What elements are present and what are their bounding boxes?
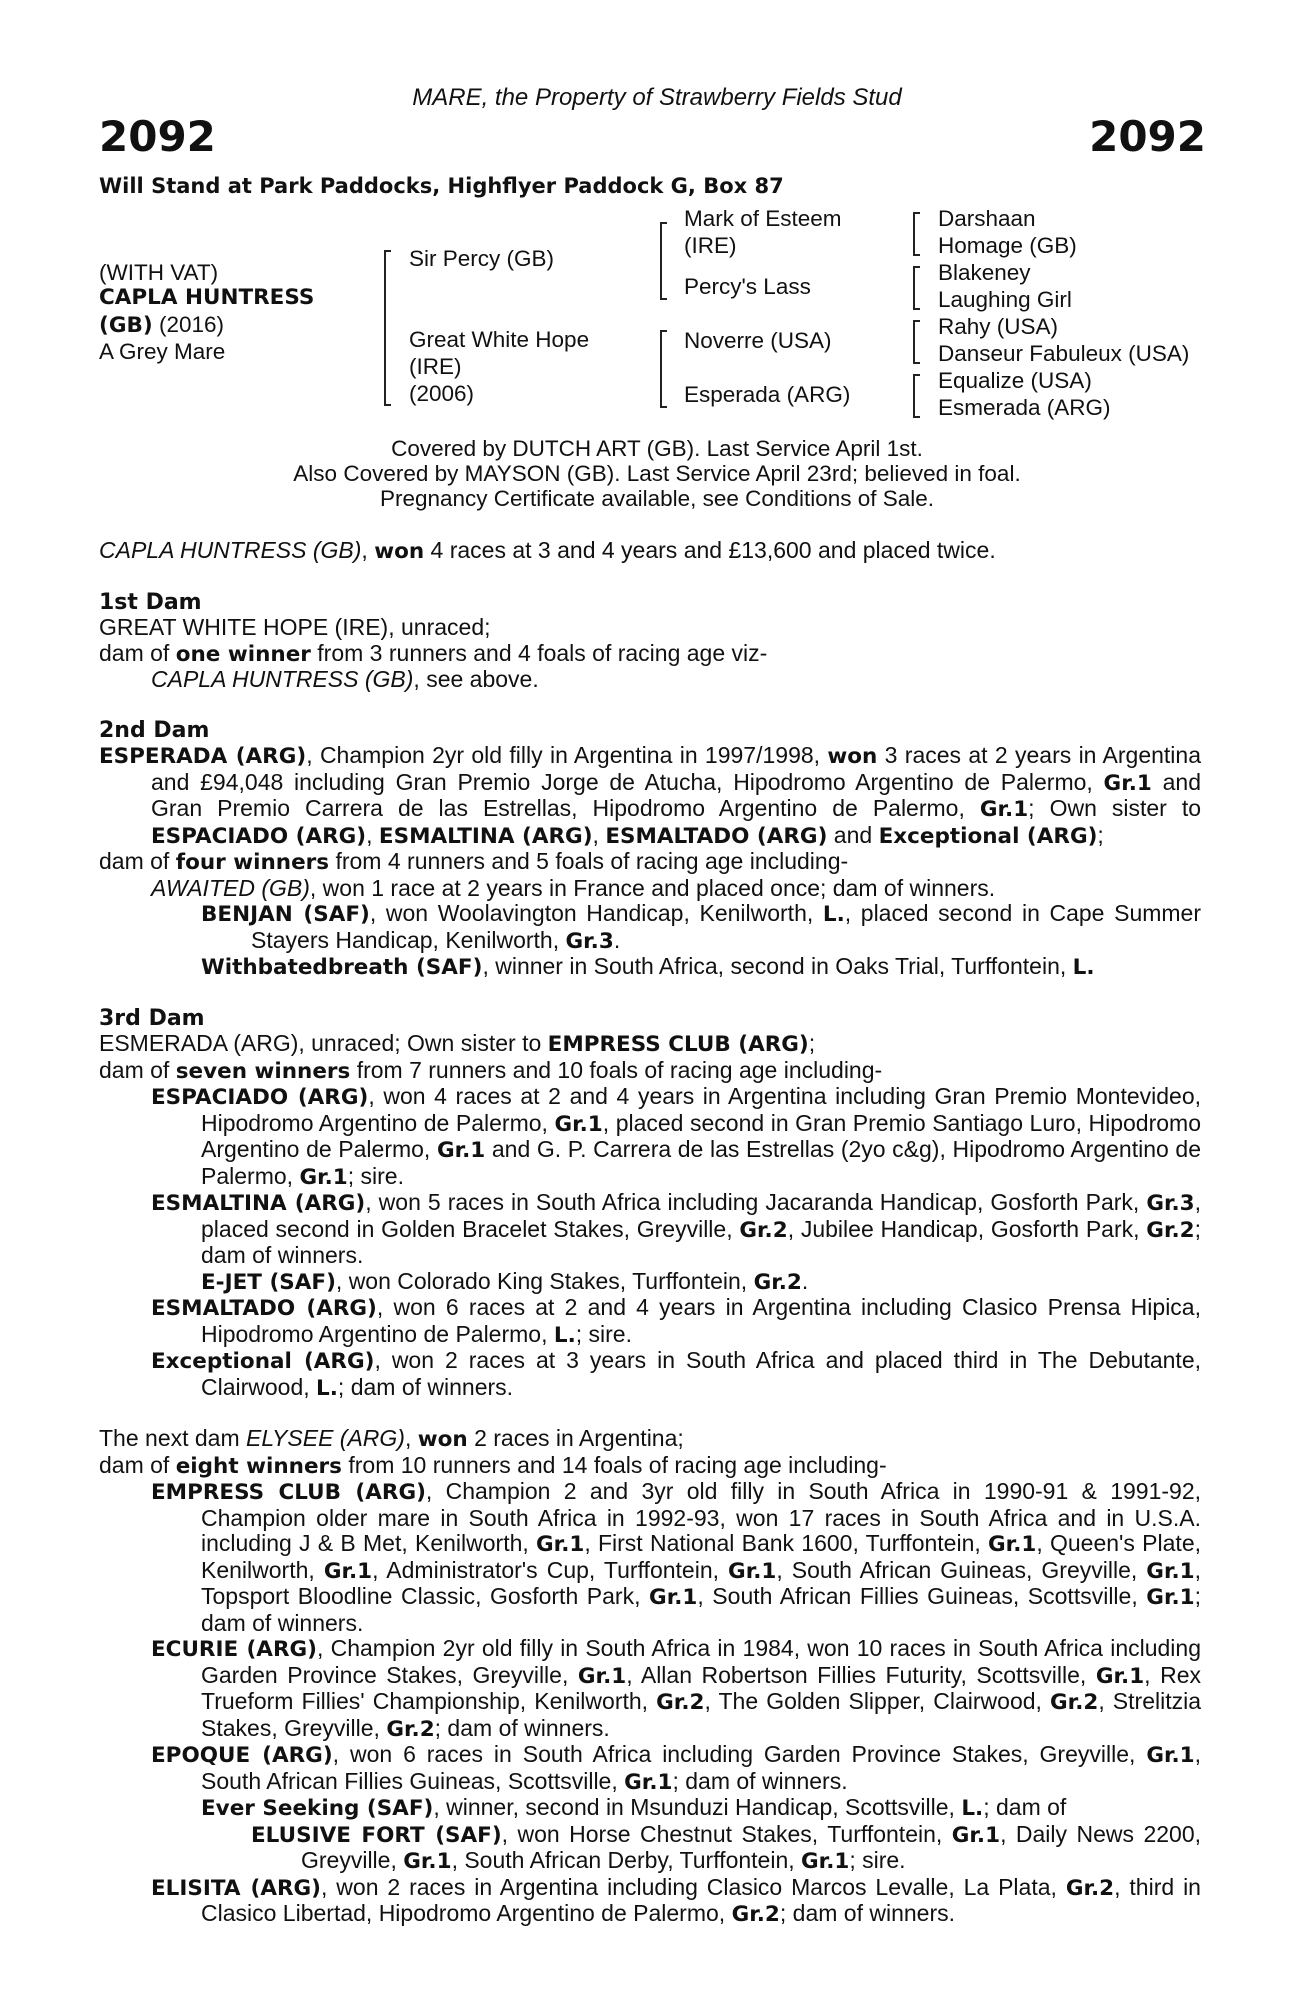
pedigree-sire-sire-line2: (IRE) bbox=[684, 233, 737, 258]
second-dam-progeny-2: BENJAN (SAF), won Woolavington Handicap, Kenilworth, L., placed second in Cape Summer Stayers Handicap, Kenilworth, Gr.3. bbox=[201, 900, 1202, 954]
pedigree-ddd: Esmerada (ARG) bbox=[938, 395, 1111, 420]
horse-name: CAPLA HUNTRESS bbox=[99, 285, 315, 310]
first-dam-heading: 1st Dam bbox=[99, 589, 202, 615]
pedigree-brace-dd bbox=[913, 374, 915, 418]
pedigree-dam-line1: Great White Hope bbox=[409, 327, 590, 352]
stand-location: Will Stand at Park Paddocks, Highflyer Paddock G, Box 87 bbox=[99, 174, 784, 198]
next-dam-progeny-4: Ever Seeking (SAF), winner, second in Msunduzi Handicap, Scottsville, L.; dam of bbox=[201, 1794, 1067, 1821]
next-dam-produce: dam of eight winners from 10 runners and 14 foals of racing age including- bbox=[99, 1451, 887, 1479]
horse-description: A Grey Mare bbox=[99, 339, 226, 364]
pedigree-dam-line3: (2006) bbox=[409, 381, 475, 406]
vat-label: (WITH VAT) bbox=[99, 260, 219, 285]
pedigree-dam-sire: Noverre (USA) bbox=[684, 328, 832, 353]
third-dam-progeny-3: E-JET (SAF), won Colorado King Stakes, Turffontein, Gr.2. bbox=[201, 1267, 809, 1295]
pedigree-sire: Sir Percy (GB) bbox=[409, 246, 555, 271]
second-dam-produce: dam of four winners from 4 runners and 5 foals of racing age including- bbox=[99, 848, 849, 875]
second-dam-entry: ESPERADA (ARG), Champion 2yr old filly in Argentina in 1997/1998, won 3 races at 2 years in Argentina and £94,048 including Gran Premio Jorge de Atucha, Hipodromo Argentino de Palermo, Gr.1 and Gran Premio Carrera de las Estrellas, Hipodromo Argentino de Palermo, Gr.1; Own sister to ESPACIADO (ARG), ESMALTINA (ARG), ESMALTADO (ARG) and Exceptional (ARG); bbox=[99, 742, 1201, 849]
covering-line1: Covered by DUTCH ART (GB). Last Service April 1st. bbox=[391, 436, 923, 461]
next-dam-progeny-3: EPOQUE (ARG), won 6 races in South Africa including Garden Province Stakes, Greyville, Gr.1, South African Fillies Guineas, Scottsville, Gr.1; dam of winners. bbox=[151, 1741, 1202, 1795]
pedigree-ssd: Homage (GB) bbox=[938, 233, 1077, 258]
third-dam-produce: dam of seven winners from 7 runners and 10 foals of racing age including- bbox=[99, 1056, 883, 1084]
third-dam-progeny-1: ESPACIADO (ARG), won 4 races at 2 and 4 years in Argentina including Gran Premio Montevideo, Hipodromo Argentino de Palermo, Gr.1, placed second in Gran Premio Santiago Luro, Hipodromo Argentino de Palermo, Gr.1 and G. P. Carrera de las Estrellas (2yo c&g), Hipodromo Argentino de Palermo, Gr.1; sire. bbox=[151, 1083, 1201, 1190]
pedigree-dss: Rahy (USA) bbox=[938, 314, 1059, 339]
third-dam-line1: ESMERADA (ARG), unraced; Own sister to EMPRESS CLUB (ARG); bbox=[99, 1030, 816, 1057]
third-dam-heading: 3rd Dam bbox=[99, 1005, 205, 1031]
pedigree-dam-dam: Esperada (ARG) bbox=[684, 382, 851, 407]
horse-country: (GB) bbox=[99, 313, 153, 338]
pedigree-dam-line2: (IRE) bbox=[409, 354, 462, 379]
covering-line2: Also Covered by MAYSON (GB). Last Service April 23rd; believed in foal. bbox=[293, 461, 1021, 486]
pedigree-sss: Darshaan bbox=[938, 206, 1036, 231]
second-dam-heading: 2nd Dam bbox=[99, 717, 210, 743]
covering-line3: Pregnancy Certificate available, see Conditions of Sale. bbox=[379, 486, 935, 511]
pedigree-brace-sire bbox=[660, 222, 662, 300]
pedigree-dsd: Danseur Fabuleux (USA) bbox=[938, 341, 1190, 366]
lot-number-right: 2092 bbox=[1089, 112, 1206, 161]
next-dam-line1: The next dam ELYSEE (ARG), won 2 races in Argentina; bbox=[99, 1425, 684, 1452]
next-dam-progeny-2: ECURIE (ARG), Champion 2yr old filly in South Africa in 1984, won 10 races in South Africa including Garden Province Stakes, Greyville, Gr.1, Allan Robertson Fillies Futurity, Scottsville, Gr.1, Rex Trueform Fillies' Championship, Kenilworth, Gr.2, The Golden Slipper, Clairwood, Gr.2, Strelitzia Stakes, Greyville, Gr.2; dam of winners. bbox=[151, 1635, 1201, 1742]
pedigree-sds: Blakeney bbox=[938, 260, 1031, 285]
next-dam-progeny-6: ELISITA (ARG), won 2 races in Argentina including Clasico Marcos Levalle, La Plata, Gr.2, third in Clasico Libertad, Hipodromo Argentino de Palermo, Gr.2; dam of winners. bbox=[151, 1873, 1201, 1927]
pedigree-brace-main bbox=[384, 250, 386, 406]
first-dam-line1: GREAT WHITE HOPE (IRE), unraced; bbox=[99, 614, 491, 640]
summary-line: CAPLA HUNTRESS (GB), won 4 races at 3 and 4 years and £13,600 and placed twice. bbox=[99, 537, 996, 564]
pedigree-brace-ds bbox=[913, 320, 915, 364]
second-dam-progeny-1: AWAITED (GB), won 1 race at 2 years in France and placed once; dam of winners. bbox=[151, 874, 996, 901]
catalogue-body bbox=[99, 538, 1201, 1928]
horse-country-year bbox=[99, 311, 224, 339]
pedigree-sdd: Laughing Girl bbox=[938, 287, 1072, 312]
pedigree-sire-sire-line1: Mark of Esteem bbox=[684, 206, 842, 231]
first-dam-produce: dam of one winner from 3 runners and 4 foals of racing age viz- bbox=[99, 639, 768, 667]
pedigree-brace-dam bbox=[660, 330, 662, 408]
lot-number-left: 2092 bbox=[99, 112, 216, 161]
horse-year: (2016) bbox=[158, 312, 224, 337]
pedigree-dds: Equalize (USA) bbox=[938, 368, 1092, 393]
property-line: MARE, the Property of Strawberry Fields Stud bbox=[412, 84, 902, 111]
pedigree-brace-sd bbox=[913, 266, 915, 310]
pedigree-brace-ss bbox=[913, 212, 915, 256]
third-dam-progeny-5: Exceptional (ARG), won 2 races at 3 years in South Africa and placed third in The Debutante, Clairwood, L.; dam of winners. bbox=[151, 1347, 1201, 1401]
next-dam-progeny-1: EMPRESS CLUB (ARG), Champion 2 and 3yr old filly in South Africa in 1990-91 & 1991-92, Champion older mare in South Africa in 1992-93, won 17 races in South Africa and in U.S.A. including J & B Met, Kenilworth, Gr.1, First National Bank 1600, Turffontein, Gr.1, Queen's Plate, Kenilworth, Gr.1, Administrator's Cup, Turffontein, Gr.1, South African Guineas, Greyville, Gr.1, Topsport Bloodline Classic, Gosforth Park, Gr.1, South African Fillies Guineas, Scottsville, Gr.1; dam of winners. bbox=[151, 1478, 1201, 1636]
third-dam-progeny-2: ESMALTINA (ARG), won 5 races in South Africa including Jacaranda Handicap, Gosforth Park, Gr.3, placed second in Golden Bracelet Stakes, Greyville, Gr.2, Jubilee Handicap, Gosforth Park, Gr.2; dam of winners. bbox=[151, 1189, 1202, 1268]
next-dam-progeny-5: ELUSIVE FORT (SAF), won Horse Chestnut Stakes, Turffontein, Gr.1, Daily News 2200, Greyville, Gr.1, South African Derby, Turffontein, Gr.1; sire. bbox=[251, 1820, 1201, 1874]
pedigree-sire-dam: Percy's Lass bbox=[684, 274, 811, 299]
first-dam-foal: CAPLA HUNTRESS (GB), see above. bbox=[151, 666, 539, 692]
third-dam-progeny-4: ESMALTADO (ARG), won 6 races at 2 and 4 years in Argentina including Clasico Prensa Hipica, Hipodromo Argentino de Palermo, L.; sire. bbox=[151, 1294, 1201, 1348]
second-dam-progeny-3: Withbatedbreath (SAF), winner in South Africa, second in Oaks Trial, Turffontein, L. bbox=[201, 953, 1095, 980]
